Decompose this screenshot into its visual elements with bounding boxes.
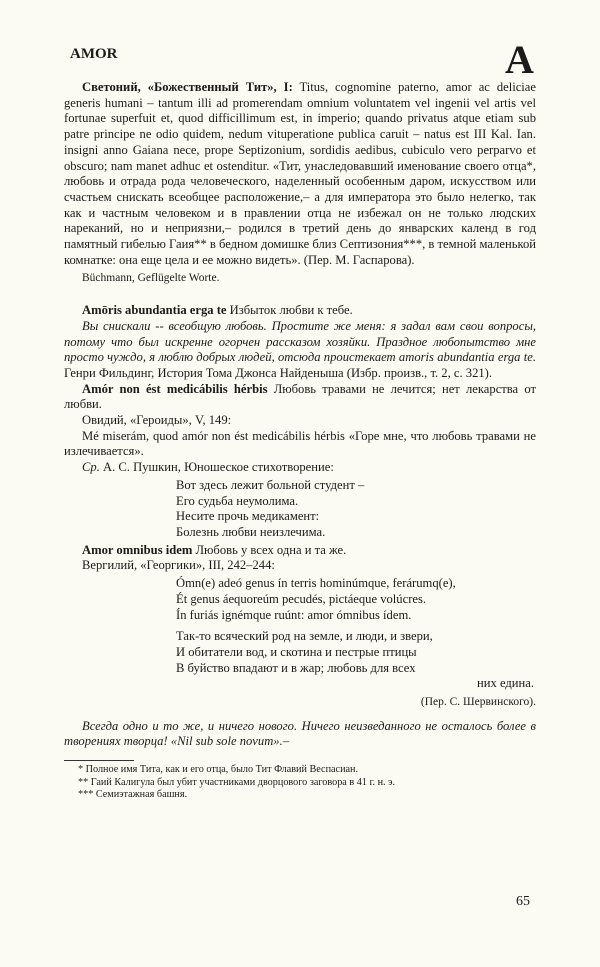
verse-line: них едина. <box>477 676 534 691</box>
verse-line: Его судьба неумолима. <box>176 493 299 508</box>
entry-amor-non <box>64 382 536 413</box>
page-body <box>64 80 536 802</box>
headword: Amōris abundantia erga te <box>82 303 227 318</box>
entry-amor-omnibus <box>64 543 536 559</box>
page-number: 65 <box>516 894 530 909</box>
source-citation: Светоний, «Божественный Тит», I: <box>82 80 293 94</box>
closing-quote: Всегда одно и то же, и ничего нового. Ничего неизведанного не осталось более в творениях творца! «Nil sub sole novum».– <box>64 718 536 749</box>
footnote: *** Семиэтажная башня. <box>78 789 188 801</box>
pushkin-reference <box>64 460 536 476</box>
entry-amoris <box>64 303 536 319</box>
footnote: ** Гаий Калигула был убит участниками дворцового заговора в 41 г. н. э. <box>78 776 396 788</box>
quote-text: Вы снискали -- всеобщую любовь. Простите же меня: я задал вам свои вопросы, потому что был искренне огорчен рассказом хозяйки. Праздное любопытство мне просто чуждо, я люблю добрых людей, отсюда проистекает amoris abundantia erga te. <box>64 318 536 365</box>
verse-line: Ómn(e) adeó genus ín terris hominúmque, ferárumq(e), <box>176 576 456 591</box>
verse-line: И обитатели вод, и скотина и пестрые птицы <box>176 644 417 659</box>
reference-line: Büchmann, Geflügelte Worte. <box>82 272 220 285</box>
verse-line: Вот здесь лежит больной студент – <box>176 477 365 492</box>
entry-text: Titus, cognomine paterno, amor ac deliciae generis humani – tantum illi ad promerendam omnium voluntatem vel ingenii vel artis vel fortunae superfuit et, quod difficillimum est, in imperio; quando privatus atque etiam sub patre principe ne odio quidem, nedum vituperatione publica caruit – natus est III Kal. Ian. insigni anno Gaiana nece, prope Septizonium, sordidis aedibus, cubiculo vero perparvo et obscuro; nam manet adhuc et ostenditur. «Тит, унаследовавший именование своего отца*, любовь и отрада рода человеческого, наделенный особенным даром, искусством или счастьем снискать всеобщее расположение,– а для императора это было нелегко, так как и частным человеком и в правлении отца не избежал он не только людских нареканий, но и неприязни,– родился в третий день до январских календ в год памятный гибелью Гаия** в бедном домишке близ Септизония***, в темной маленькой комнатке: она еще цела и ее можно видеть». (Пер. М. Гаспарова). <box>64 80 536 267</box>
suetonius-entry <box>64 80 536 268</box>
running-head: AMOR <box>70 46 118 62</box>
translation: Любовь травами не лечится; нет лекарства от любви. <box>64 381 536 412</box>
pushkin-verse <box>176 478 536 541</box>
virgil-citation: Вергилий, «Георгики», III, 242–244: <box>82 558 275 573</box>
virgil-translation-verse <box>176 629 536 692</box>
headword: Amór non ést medicábilis hérbis <box>82 381 268 396</box>
verse-line: Несите прочь медикамент: <box>176 509 320 524</box>
translation: Любовь у всех одна и та же. <box>192 542 347 557</box>
footnote: * Полное имя Тита, как и его отца, было Тит Флавий Веспасиан. <box>78 764 359 776</box>
verse-line: Ét genus áequoreúm pecudés, pictáeque volúcres. <box>176 591 427 606</box>
translation: Избыток любви к тебе. <box>226 303 353 318</box>
translator-credit: (Пер. С. Шервинского). <box>420 696 536 709</box>
verse-line: В буйство впадают и в жар; любовь для всех <box>176 660 416 675</box>
quote-source: Генри Фильдинг, История Тома Джонса Найденыша (Избр. произв., т. 2, с. 321). <box>64 365 493 380</box>
pushkin-source: А. С. Пушкин, Юношеское стихотворение: <box>99 460 334 475</box>
verse-line: Так-то всяческий род на земле, и люди, и звери, <box>176 629 433 644</box>
headword: Amor omnibus idem <box>82 542 193 557</box>
compare-label: Ср. <box>82 460 100 475</box>
ovid-line: Mé miserám, quod amór non ést medicábilis hérbis «Горе мне, что любовь травами не излечивается». <box>64 428 536 459</box>
fielding-quote <box>64 319 536 382</box>
verse-line: Ín furiás ignémque ruúnt: amor ómnibus ídem. <box>176 607 412 622</box>
ovid-citation: Овидий, «Героиды», V, 149: <box>82 413 232 428</box>
footnote-divider <box>64 760 134 761</box>
verse-line: Болезнь любви неизлечима. <box>176 524 326 539</box>
section-letter: A <box>505 37 534 82</box>
virgil-latin-verse <box>176 576 536 623</box>
